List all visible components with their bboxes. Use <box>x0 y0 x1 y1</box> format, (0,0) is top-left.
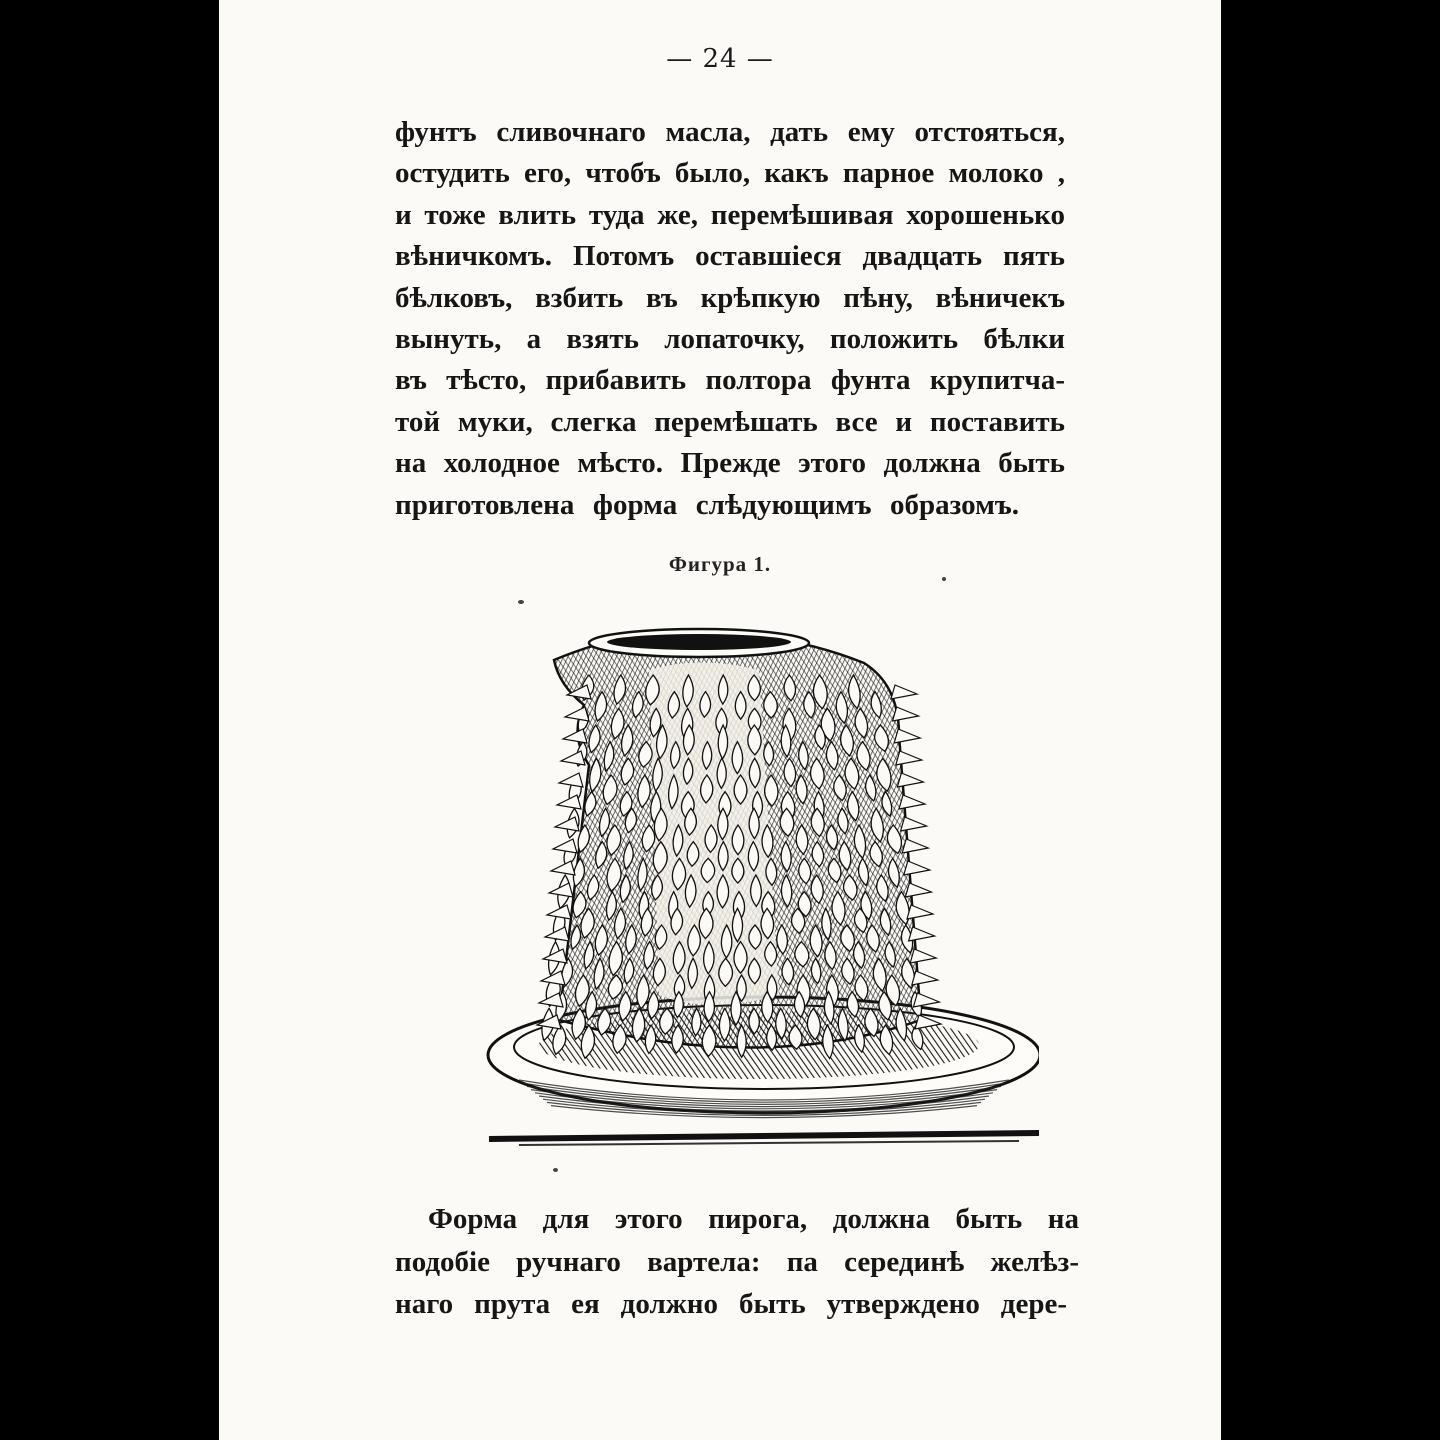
paragraph-top <box>395 112 1065 526</box>
figure-caption: Фигура 1. <box>668 552 772 576</box>
text-line: той муки, слегка перемѣшать все и поставить <box>395 405 1065 438</box>
text-line: остудить его, чтобъ было, какъ парное молоко , <box>395 157 1065 190</box>
text-line: фунтъ сливочнаго масла, дать ему отстояться, <box>395 116 1065 148</box>
paragraph-bottom <box>395 1198 1079 1326</box>
text-line: подобіе ручнаго вартела: па серединѣ желѣз- <box>395 1245 1079 1278</box>
text-line: вынуть, а взять лопаточку, положить бѣлки <box>395 323 1065 356</box>
text-line: и тоже влить туда же, перемѣшивая хорошенько <box>395 198 1065 231</box>
ink-speck <box>553 1168 558 1172</box>
book-page <box>219 0 1221 1440</box>
cake-on-plate-engraving-icon <box>459 615 1039 1160</box>
ink-speck <box>942 577 946 581</box>
text-line: на холодное мѣсто. Прежде этого должна быть <box>395 447 1065 480</box>
page-number: — 24 — <box>666 44 774 74</box>
text-line: бѣлковъ, взбить въ крѣпкую пѣну, вѣничекъ <box>395 281 1065 314</box>
ink-speck <box>518 600 524 604</box>
text-line: приготовлена форма слѣдующимъ образомъ. <box>395 488 1019 521</box>
text-line: вѣничкомъ. Потомъ оставшіеся двадцать пять <box>395 240 1065 273</box>
text-line: Форма для этого пирога, должна быть на <box>428 1203 1079 1235</box>
text-line: въ тѣсто, прибавить полтора фунта крупитча- <box>395 364 1065 397</box>
text-line: наго прута ея должно быть утверждено дере- <box>395 1288 1067 1320</box>
